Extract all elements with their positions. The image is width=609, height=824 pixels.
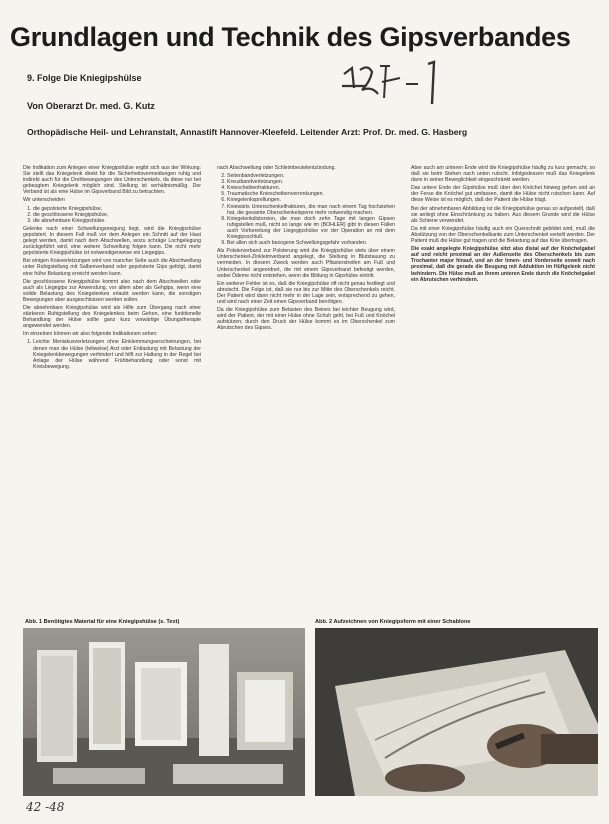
text-column-3: [411, 165, 595, 617]
list-item: 7. Kniewärts Unterschenkelfrakturen, die man nach einem Tag hochziehen hat, die gesamte Oberschenkelsperre mehr notwendig machen.: [227, 204, 395, 216]
paragraph: Da mit einer Kniegipshülse häufig auch ein Querschnitt gebildet wird, muß die Abstützung von der Oberschenkelkante zum Unterschenkel verteilt werden. Der Patient muß die Hülse gut tragen und die Belastung auf das Knie übertragen.: [411, 225, 595, 245]
paragraph: Wir unterscheiden: [23, 197, 65, 204]
text-column-2: [217, 165, 395, 617]
list-item: 3. Kreuzbandverletzungen.: [227, 179, 395, 185]
paragraph-bold: Die exakt angelegte Kniegipshülse sitzt also distal auf der Knöchelgabel auf und reicht proximal an der Außenseite des Oberschenkels bis zum Trochanter major hinauf, und an der Innen- und Vorderseite soweit nach proximal, daß die gerade die Beugung mit Adduktion im Hüftgelenk nicht behindern. Die Hülse muß an ihrem unteren Ende durch die Knöchelgabel ein Abrutschen verhindern.: [411, 246, 595, 283]
paragraph: Die abnehmbare Kniegipshülse wird als Hilfe zum Übergang nach einer stärkeren Ruhigstellung des Kniegelenkes beim Gehen, eine funktionelle Behandlung der Hülse sollte ganz kurz vorwärtige Übungstherapie angewendet werden.: [23, 304, 201, 330]
paragraph: Die geschlossene Kniegipshülse kommt also nach dem Abschwellen oder auch als Liegegips zur Anwendung, vor allem aber als Gehgips, wenn eine solide Belastung des Kniegelenkes erlaubt werden kann, die sonstigen Bewegungen aber ausgeschlossen werden sollen.: [23, 278, 201, 303]
figure-1-caption: Abb. 1 Benötigtes Material für eine Kniegipshülse (s. Text): [25, 619, 180, 625]
handwritten-annotation: [338, 60, 448, 108]
list-item: 8. Kniegelenkdistorsion, die man doch zehn Tage mit langen Gipsen ruhigstellen muß, nicht so lange wie im (BOHLER) gibt in diesen Fällen auch Vorbereitung der Liegegipshülse vor der Operation an mit dem Kniegipsschluß.: [227, 216, 395, 240]
paragraph: Bei der abnehmbaren Abbildung ist die Kniegipshülse genau so aufgestellt, daß sie anliegt ohne Einschränkung zu haben. Aus diesem Grunde wird die Hülse als Schiene verwendet.: [411, 205, 595, 224]
paragraph: Als Polsterverband zur Polsterung wird die Kniegipshülse stets über einem Unterschenkel-Zinkleimverband angelegt, die Stellung in Blutstauung zu vermeiden. In diesem Zweck werden auch Pflasterstreifen am Fuß und Unterschenkel angeordnet, die mit einem Gipsverband befestigt werden, wobei Ödeme nicht entstehen, wenn die Bildung in Gipshülse eintritt.: [217, 248, 395, 279]
series-label: 9. Folge Die Kniegipshülse: [27, 73, 142, 83]
paragraph: Aber auch am unteren Ende wird die Kniegipshülse häufig zu kurz gemacht, so daß sie beim Stehen nach unten rutscht. Infolgedessen muß das Kniegelenk dann in seiner Beweglichkeit eingeschränkt werden.: [411, 165, 595, 184]
author-line: Von Oberarzt Dr. med. G. Kutz: [27, 101, 155, 111]
list-item: 4. Kniescheibenfrakturen.: [227, 185, 395, 191]
figure-2-caption: Abb. 2 Aufzeichnen von Kniegipsform mit einer Schablone: [315, 619, 471, 625]
paragraph: Das untere Ende der Gipshülse muß über den Knöchel hinweg gehen und an der Ferse die Knöchel gut umfassen, damit die Hülse nicht rutschen kann. Auf diese Weise ist es möglich, daß der Patient die Hülse trägt.: [411, 185, 595, 204]
article-title: Grundlagen und Technik des Gipsverbandes: [10, 22, 571, 52]
paragraph: Im einzelnen können wir also folgende Indikationen sehen:: [23, 331, 158, 338]
list-item: 9. Bei allen sich auch bezogene Schwellungsgefahr vorhanden.: [227, 240, 395, 246]
text-column-1: [23, 165, 201, 617]
figure-1-photo: [23, 628, 305, 796]
figure-2-photo: [315, 628, 598, 796]
list-item: 1. Leichte Meniskusverletzungen ohne Einklemmungserscheinungen, bei denen man die Hülse (teilweise) Arzt oder Entlastung mit Belastung der Kniegelenkbewegungen verhindert und hilft zur Haltung in der Regel bei Anlage der Hülse während Frühbehandlung oder sonst mit Kreisbewegung.: [33, 339, 201, 369]
paragraph: Ein weiterer Fehler ist es, daß die Kniegipshülse oft nicht genau festliegt und abrutscht. Die Folge ist, daß sie nur bis zur Mitte des Oberschenkels reicht. Der Patient wird dann nicht mehr in der Lage sein, entsprechend zu gehen, und wird nach einer Zeit einen Gipsverband benötigen.: [217, 280, 395, 305]
list-item: 3. die abnehmbare Kniegipshülse.: [33, 218, 201, 224]
list-item: 6. Kniegelenksprellungen.: [227, 197, 395, 203]
institution-line: Orthopädische Heil- und Lehranstalt, Annastift Hannover-Kleefeld. Leitender Arzt: Prof. Dr. med. G. Hasberg: [27, 127, 468, 137]
list-item: 2. die geschlossene Kniegipshülse,: [33, 212, 201, 218]
paragraph: Die Indikation zum Anlegen einer Kniegipshülse ergibt sich aus der Wirkung: Sie stellt das Kniegelenk direkt für die Sicherheitsvermeidungen ruhig und indirekt auch für die Drehbewegungen des Unterschenkels, da diese nur bei gebeugtem Kniegelenk möglich sind. Stellung ist verhältnismäßig. Der Verband ist als eine Hülse im Gipsverband Bild zu betrachten.: [23, 165, 201, 196]
paragraph: Gelenke nach einer Schwellungsneigung liegt, wird die Kniegipshülse gepolstert. In diesem Fall muß vor dem Anlegen ein Schnitt auf der Haut gelegt werden, damit nach dem Abschwellen, wozu schräge Lochgelegung zurückgeführt wird, eine weitere Schwellung folgen kann. Die nicht mehr gepolsterte Kniegipshülse ist notwendigerweise ein Liegegips.: [23, 225, 201, 257]
paragraph: Bei einigen Knieverletzungen wird von mancher Seite auch die Abschwellung unter Ruhigstellung mit Salbenverband oder gepolsterte Gips gefolgt, damit eine frühe Belastung erreicht werden kann.: [23, 258, 201, 277]
page-number: 42 -48: [26, 800, 65, 814]
list-item: 5. Traumatische Kniescheibenverrenkungen.: [227, 191, 395, 197]
list-item: 2. Seitenbandverletzungen.: [227, 173, 395, 179]
paragraph: Da die Kniegipshülse zum Belasten des Beines bei leichter Beugung wird, wird der Patient, der mit einer Hülse ohne Schuh geht, bei Fuß und Knöchel aufstützen; durch den Druck der Hülse kommt es im Oberschenkel zum Abrutschen des Gipses.: [217, 307, 395, 332]
paragraph: nach Abschwellung oder Schleimbeutelentzündung.: [217, 165, 336, 171]
list-item: 1. die gepolsterte Kniegipshülse,: [33, 206, 201, 212]
